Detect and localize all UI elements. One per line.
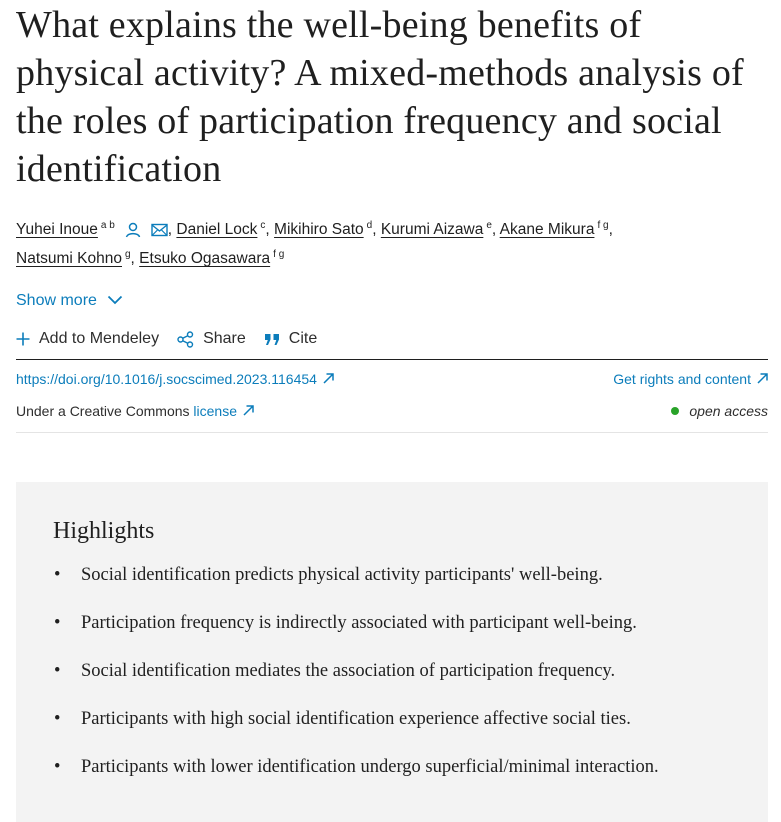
cite-label: Cite — [288, 330, 318, 347]
highlights-heading: Highlights — [53, 518, 155, 544]
person-icon[interactable] — [125, 222, 141, 238]
affiliation-mark: d — [366, 219, 373, 231]
author-link[interactable]: Akane Mikura — [499, 221, 595, 238]
envelope-icon[interactable] — [151, 223, 168, 237]
list-item — [53, 656, 733, 686]
license-prefix: Under a Creative Commons — [16, 403, 190, 419]
author-link[interactable]: Natsumi Kohno — [16, 250, 122, 267]
list-item — [53, 752, 733, 782]
affiliation-mark: f g — [273, 248, 285, 260]
doi-link[interactable] — [16, 371, 334, 387]
article-title: What explains the well-being benefits of physical activity? A mixed-methods analysis of the roles of participation frequency and social identification — [16, 4, 744, 190]
highlight-text: Social identification predicts physical activity participants' well-being. — [81, 565, 603, 585]
plus-icon — [16, 332, 30, 346]
article-actions — [16, 330, 768, 348]
rights-link[interactable] — [613, 371, 768, 387]
share-label: Share — [203, 330, 246, 347]
open-access-label: open access — [689, 403, 768, 419]
cite-button[interactable] — [264, 330, 317, 348]
share-button[interactable] — [177, 330, 246, 348]
highlight-text: Participants with lower identification undergo superficial/minimal interaction. — [81, 757, 659, 777]
author-link[interactable]: Etsuko Ogasawara — [139, 250, 271, 267]
license-label: license — [193, 403, 237, 419]
chevron-down-icon — [107, 292, 123, 310]
external-arrow-icon — [323, 371, 334, 387]
bullet-icon: • — [54, 757, 61, 777]
open-access-dot-icon — [671, 407, 679, 415]
list-item — [53, 704, 733, 734]
rights-label: Get rights and content — [613, 371, 751, 387]
bullet-icon: • — [54, 613, 61, 633]
bullet-icon: • — [54, 661, 61, 681]
author-list: Yuhei Inoue $^{a b}$ , Daniel Lock $^c$, Mikihiro Sato $^d$, Kurumi Aizawa $^e$, Akane Mikura $^{f g}$, Natsumi Kohno $^g$, Etsuko Ogasawara $^{f g}$ — [16, 219, 613, 267]
highlight-text: Participants with high social identification experience affective social ties. — [81, 709, 631, 729]
license-link[interactable] — [193, 403, 254, 419]
show-more-button[interactable] — [16, 292, 123, 310]
list-item — [53, 560, 733, 590]
list-item — [53, 608, 733, 638]
highlights-list — [53, 560, 733, 800]
open-access-badge — [671, 403, 768, 419]
show-more-label: Show more — [16, 292, 97, 309]
affiliation-mark: e — [486, 219, 492, 231]
highlight-text: Participation frequency is indirectly associated with participant well-being. — [81, 613, 637, 633]
doi-label: https://doi.org/10.1016/j.socscimed.2023.116454 — [16, 371, 317, 387]
author-link[interactable]: Kurumi Aizawa — [380, 221, 484, 238]
affiliation-mark: c — [260, 219, 266, 231]
affiliation-mark: g — [124, 248, 131, 260]
license-line — [16, 403, 254, 419]
quote-icon — [264, 333, 280, 346]
bullet-icon: • — [54, 565, 61, 585]
affiliation-mark: a b — [100, 219, 115, 231]
author-link[interactable]: Yuhei Inoue — [16, 221, 98, 238]
author-link[interactable]: Daniel Lock — [176, 221, 258, 238]
share-icon — [177, 331, 194, 348]
article-meta — [16, 359, 768, 433]
external-arrow-icon — [243, 403, 254, 419]
author-link[interactable]: Mikihiro Sato — [274, 221, 364, 238]
highlight-text: Social identification mediates the association of participation frequency. — [81, 661, 616, 681]
external-arrow-icon — [757, 371, 768, 387]
article-header — [16, 0, 768, 433]
bullet-icon: • — [54, 709, 61, 729]
add-to-mendeley-button[interactable] — [16, 330, 159, 348]
affiliation-mark: f g — [597, 219, 609, 231]
mendeley-label: Add to Mendeley — [39, 330, 160, 347]
highlights-panel — [16, 482, 768, 822]
